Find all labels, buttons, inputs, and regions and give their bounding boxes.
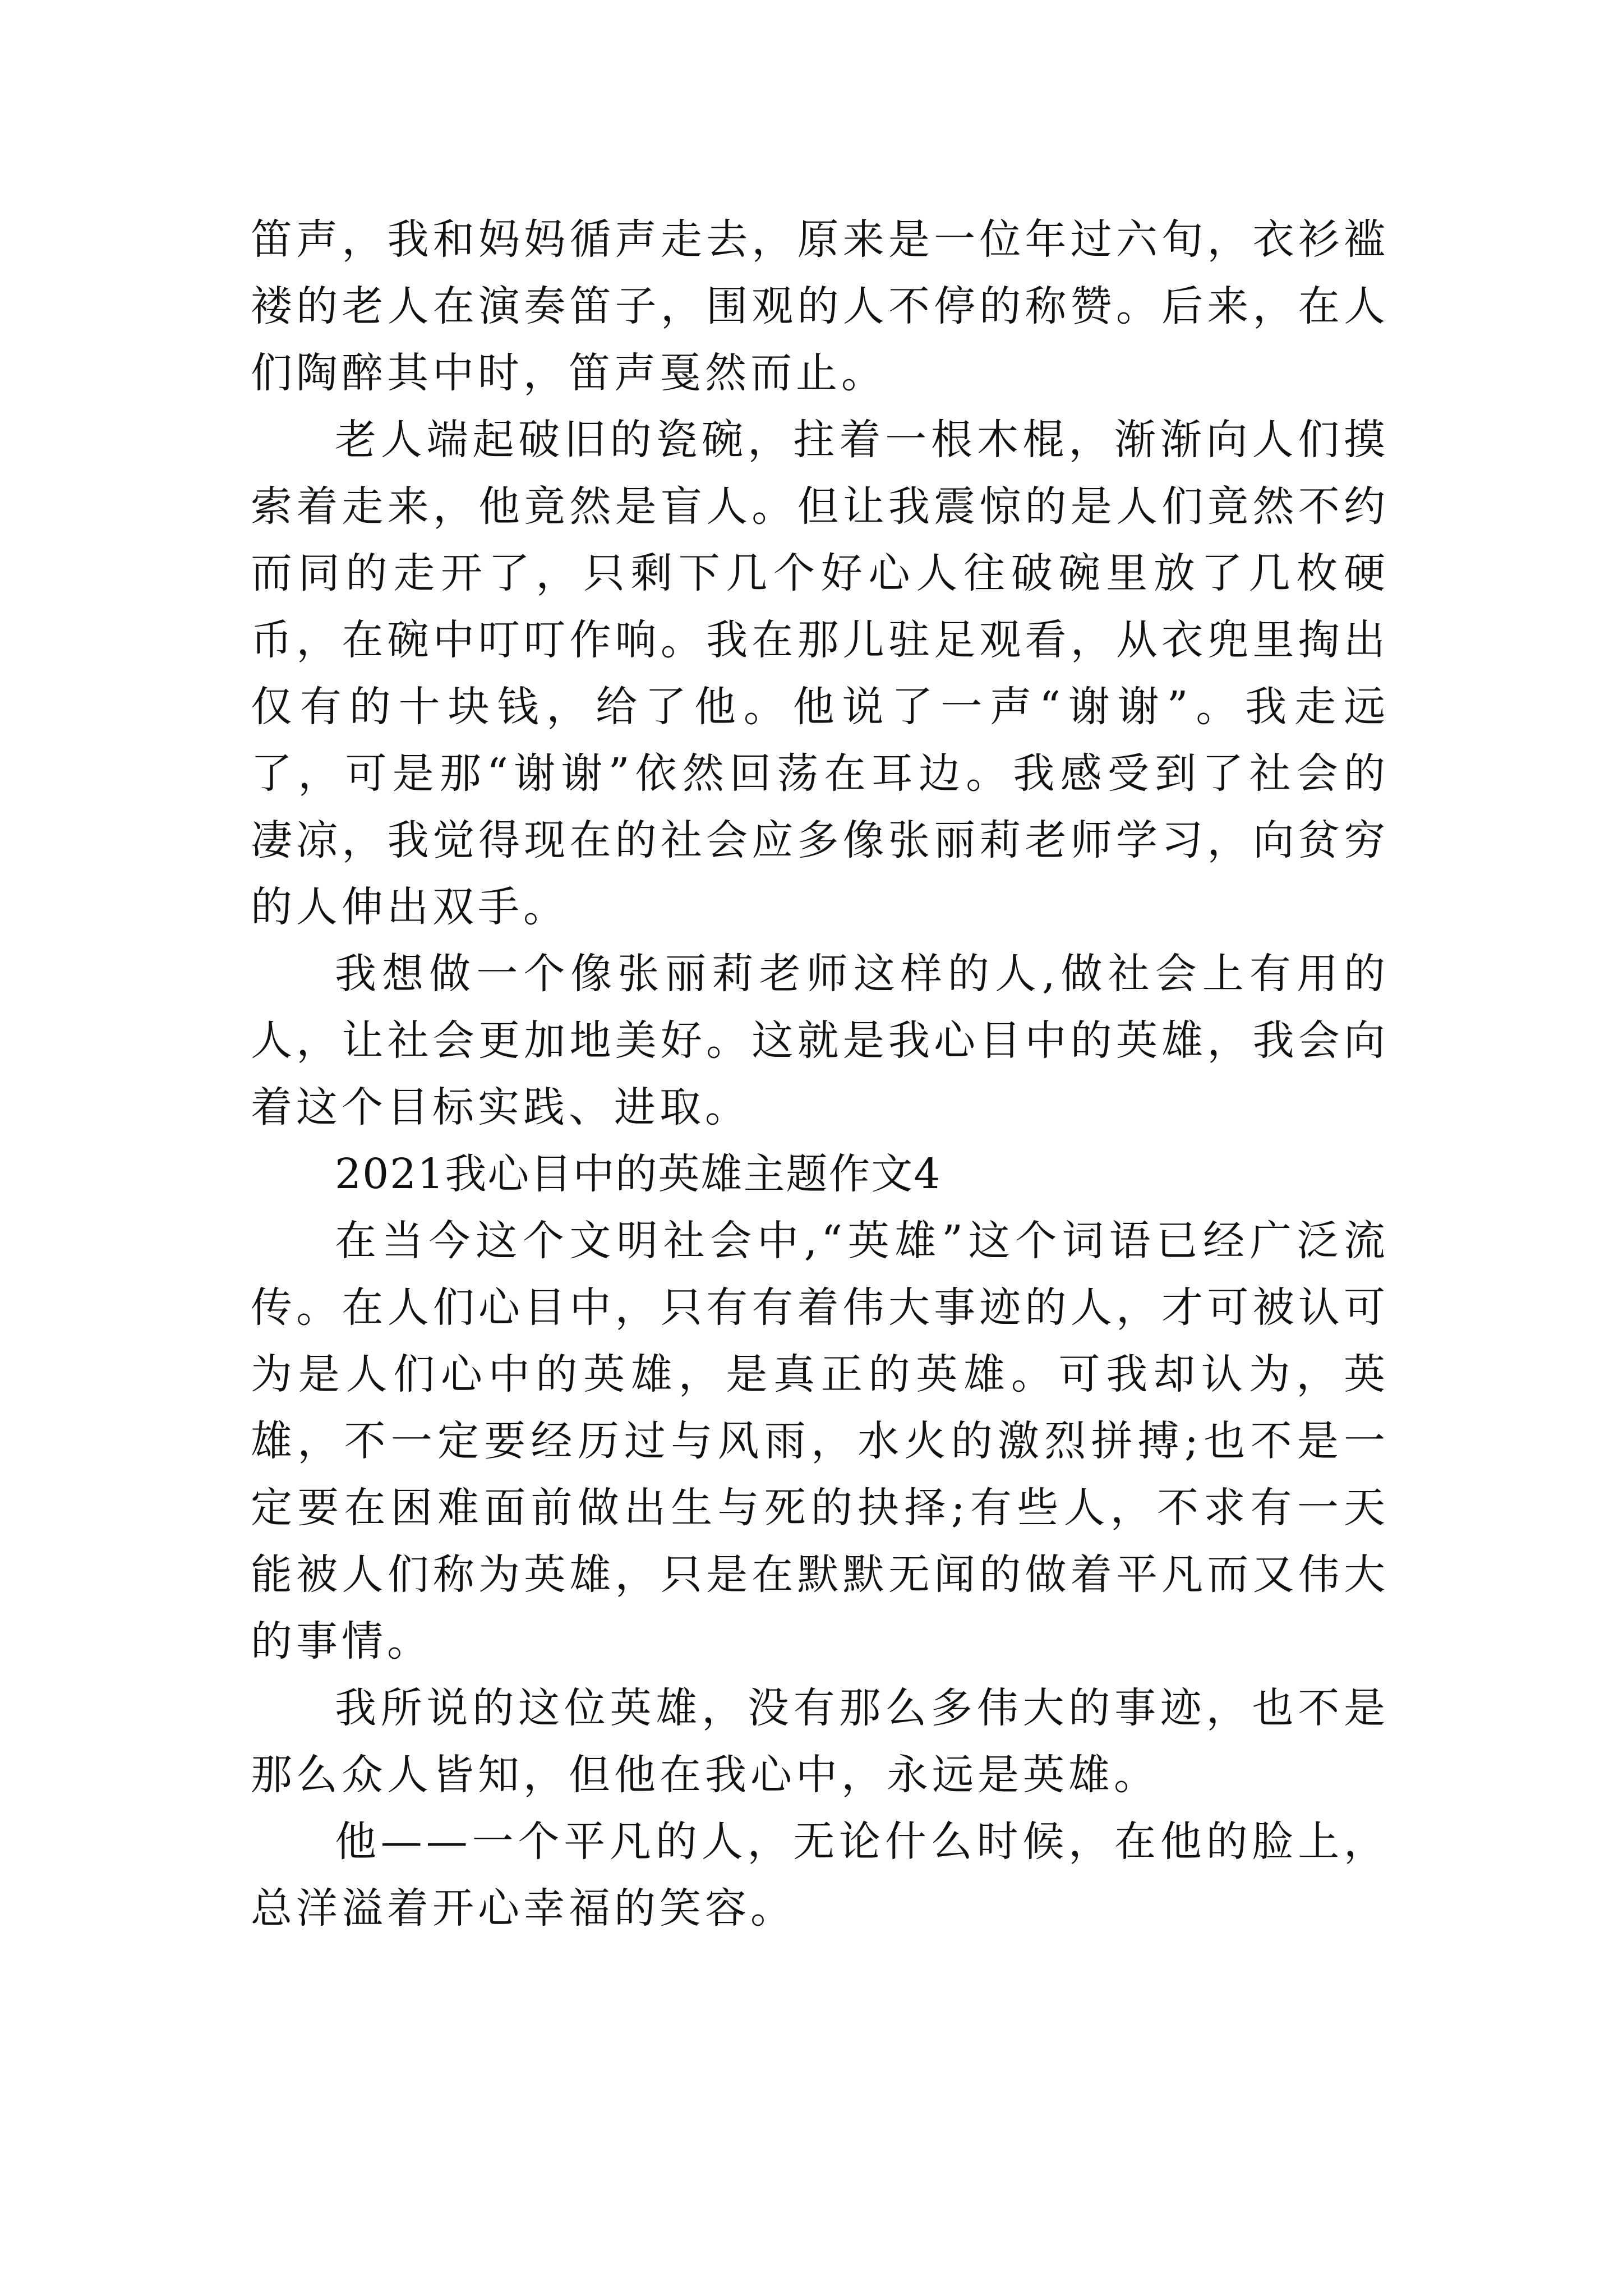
section-heading: 2021我心目中的英雄主题作文4: [335, 1150, 942, 1198]
paragraph: 老人端起破旧的瓷碗，拄着一根木棍，渐渐向人们摸索着走来，他竟然是盲人。但让我震惊的是人们竟然不约而同的走开了，只剩下几个好心人往破碗里放了几枚硬币，在碗中叮叮作响。我在那儿驻足观看，从衣兜里掏出仅有的十块钱，给了他。他说了一声“谢谢”。我走远了，可是那“谢谢”依然回荡在耳边。我感受到了社会的凄凉，我觉得现在的社会应多像张丽莉老师学习，向贫穷的人伸出双手。: [251, 416, 1389, 931]
document-body: [251, 206, 1389, 1942]
paragraph: 我所说的这位英雄，没有那么多伟大的事迹，也不是那么众人皆知，但他在我心中，永远是英雄。: [251, 1684, 1389, 1799]
paragraph: 在当今这个文明社会中,“英雄”这个词语已经广泛流传。在人们心目中，只有有着伟大事迹的人，才可被认可为是人们心中的英雄，是真正的英雄。可我却认为，英雄，不一定要经历过与风雨，水火的激烈拼搏;也不是一定要在困难面前做出生与死的抉择;有些人，不求有一天能被人们称为英雄，只是在默默无闻的做着平凡而又伟大的事情。: [251, 1217, 1389, 1665]
paragraph: 他——一个平凡的人，无论什么时候，在他的脸上，总洋溢着开心幸福的笑容。: [251, 1818, 1389, 1932]
paragraph: 笛声，我和妈妈循声走去，原来是一位年过六旬，衣衫褴褛的老人在演奏笛子，围观的人不停的称赞。后来，在人们陶醉其中时，笛声戛然而止。: [251, 215, 1389, 397]
paragraph: 我想做一个像张丽莉老师这样的人,做社会上有用的人，让社会更加地美好。这就是我心目中的英雄，我会向着这个目标实践、进取。: [251, 950, 1389, 1131]
